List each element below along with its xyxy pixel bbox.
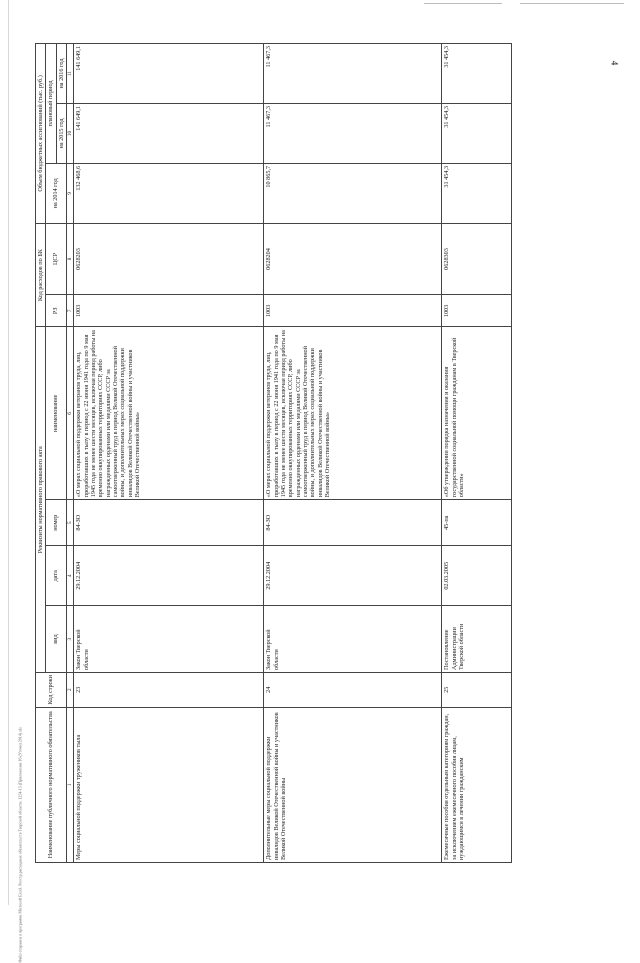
header-bk-group: Код расходов по БК bbox=[36, 223, 46, 327]
col-number: 8 bbox=[66, 223, 73, 294]
obligations-table bbox=[35, 43, 512, 863]
cell-name: Дополнительные меры социальной поддержки инвалидов Великой Отечественной войны и участников Великой Отечественной войны bbox=[264, 707, 442, 862]
col-number: 7 bbox=[66, 295, 73, 327]
margin-line bbox=[8, 0, 9, 905]
header-data: дата bbox=[46, 546, 67, 606]
cell-csr: 0628203 bbox=[74, 223, 264, 294]
cell-2015: 141 649,1 bbox=[74, 104, 264, 164]
cell-name: Ежемесячные пособия отдельным категориям граждан, за исключением ежемесячного пособия лицам, нуждающимся в лечении гражданским bbox=[442, 707, 512, 862]
cell-2014: 10 865,7 bbox=[264, 163, 442, 223]
cell-2015: 11 467,3 bbox=[264, 104, 442, 164]
cell-2014: 132 468,6 bbox=[74, 163, 264, 223]
cell-data: 29.12.2004 bbox=[264, 546, 442, 606]
cell-code: 24 bbox=[264, 672, 442, 707]
table-row bbox=[74, 44, 264, 863]
footer-note: Файл сохранен в программе Microsoft Excel. Реестр расходных обязательств Тверской области. 1254-15 (Приложение 16 (Уточн) 2014).xls bbox=[17, 727, 23, 963]
cell-vid: Закон Тверской области bbox=[74, 606, 264, 673]
rotated-page-content bbox=[35, 43, 605, 863]
cell-nomer: 45-па bbox=[442, 500, 512, 546]
col-number: 2 bbox=[66, 672, 73, 707]
cell-rz: 1003 bbox=[442, 295, 512, 327]
col-number: 3 bbox=[66, 606, 73, 673]
top-rule-left bbox=[424, 3, 502, 4]
header-naim: наименование bbox=[46, 327, 67, 500]
page-number: 4 bbox=[608, 60, 619, 66]
cell-nomer: 84-ЗО bbox=[74, 500, 264, 546]
cell-nomer: 84-ЗО bbox=[264, 500, 442, 546]
col-number: 11 bbox=[66, 44, 73, 104]
cell-code: 23 bbox=[74, 672, 264, 707]
cell-rz: 1003 bbox=[74, 295, 264, 327]
col-number: 6 bbox=[66, 327, 73, 500]
col-number: 1 bbox=[66, 707, 73, 862]
cell-naim: «О мерах социальной поддержки ветеранов труда, лиц, проработавших в тылу в период с 22 июня 1941 года по 9 мая 1945 года не менее шести месяцев, исключая период работы на временно оккупированных территориях СССР, либо награжденных орденами или медалями СССР за самоотверженный труд в период Великой Отечественной войны, и дополнительных мерах социальной поддержки инвалидов Великой Отечественной войны и участников Великой Отечественной войны» bbox=[264, 327, 442, 500]
cell-2016: 31 454,3 bbox=[442, 44, 512, 104]
header-2015: на 2015 год bbox=[56, 104, 66, 164]
cell-csr: 0628303 bbox=[442, 223, 512, 294]
col-number: 5 bbox=[66, 500, 73, 546]
col-number: 10 bbox=[66, 104, 73, 164]
table-row bbox=[264, 44, 442, 863]
header-vid: вид bbox=[46, 606, 67, 673]
header-col2: Код строки bbox=[36, 672, 67, 707]
header-volume-group: Объем бюджетных ассигнований (тыс. руб.) bbox=[36, 44, 46, 224]
col-number: 4 bbox=[66, 546, 73, 606]
col-number: 9 bbox=[66, 163, 73, 223]
cell-rz: 1003 bbox=[264, 295, 442, 327]
cell-data: 29.12.2004 bbox=[74, 546, 264, 606]
cell-vid: Постановление Администрации Тверской области bbox=[442, 606, 512, 673]
header-planned: плановый период bbox=[46, 44, 56, 164]
cell-2014: 31 454,3 bbox=[442, 163, 512, 223]
cell-data: 02.03.2005 bbox=[442, 546, 512, 606]
header-rz: РЗ bbox=[46, 295, 67, 327]
cell-2016: 141 649,1 bbox=[74, 44, 264, 104]
cell-csr: 0628204 bbox=[264, 223, 442, 294]
cell-naim: «Об утверждении порядка назначения и оказания государственной социальной помощи гражданам в Тверской области» bbox=[442, 327, 512, 500]
cell-name: Меры социальной поддержки тружеников тыла bbox=[74, 707, 264, 862]
header-2014: на 2014 год bbox=[46, 163, 67, 223]
header-2016: на 2016 год bbox=[56, 44, 66, 104]
top-rule-right bbox=[520, 3, 624, 4]
cell-vid: Закон Тверской области bbox=[264, 606, 442, 673]
header-col1: Наименование публичного нормативного обязательства bbox=[36, 707, 67, 862]
cell-2015: 31 454,3 bbox=[442, 104, 512, 164]
header-nomer: номер bbox=[46, 500, 67, 546]
header-act-group: Реквизиты нормативного правового акта bbox=[36, 327, 46, 673]
cell-2016: 11 467,3 bbox=[264, 44, 442, 104]
header-csr: ЦСР bbox=[46, 223, 67, 294]
cell-code: 25 bbox=[442, 672, 512, 707]
cell-naim: «О мерах социальной поддержки ветеранов труда, лиц, проработавших в тылу в период с 22 июня 1941 года по 9 мая 1945 года не менее шести месяцев, исключая период работы на временно оккупированных территориях СССР, либо награжденных орденами или медалями СССР за самоотверженный труд в период Великой Отечественной войны, и дополнительных мерах социальной поддержки инвалидов Великой Отечественной войны и участников Великой Отечественной войны» bbox=[74, 327, 264, 500]
table-row bbox=[442, 44, 512, 863]
